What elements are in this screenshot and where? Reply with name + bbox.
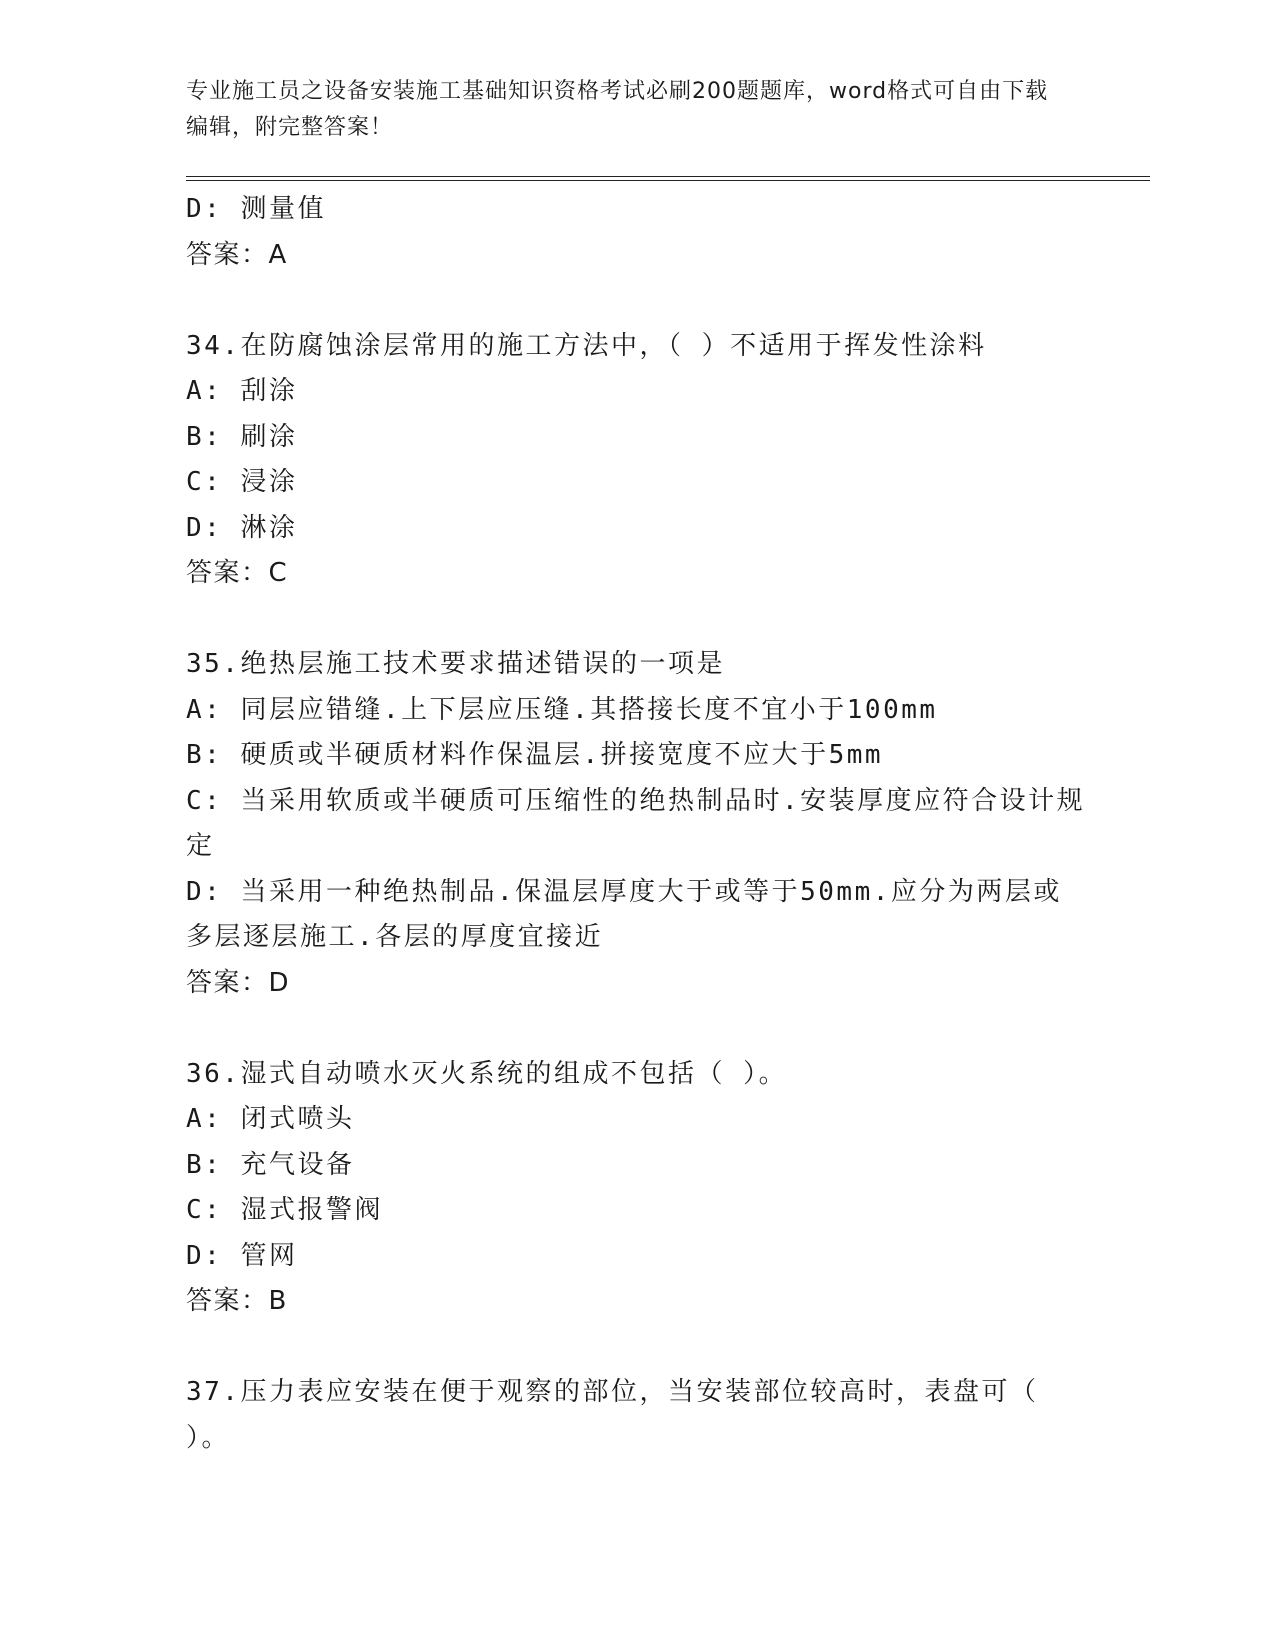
option-c: C: 当采用软质或半硬质可压缩性的绝热制品时.安装厚度应符合设计规定	[186, 785, 1086, 861]
question-37	[186, 1370, 1086, 1461]
answer: 答案：B	[186, 1286, 288, 1316]
question-35	[186, 642, 1086, 1006]
question-36	[186, 1052, 1086, 1325]
question-stem: 37.压力表应安装在便于观察的部位，当安装部位较高时，表盘可（ ）。	[186, 1377, 1057, 1453]
option-b: B: 硬质或半硬质材料作保温层.拼接宽度不应大于5mm	[186, 740, 884, 770]
question-stem: 34.在防腐蚀涂层常用的施工方法中，（ ）不适用于挥发性涂料	[186, 330, 987, 361]
document-header: 专业施工员之设备安装施工基础知识资格考试必刷200题题库，word格式可自由下载编辑，附完整答案！	[186, 79, 1049, 140]
option-b: B: 刷涂	[186, 421, 298, 452]
question-34	[186, 324, 1086, 597]
question-stem: 35.绝热层施工技术要求描述错误的一项是	[186, 649, 725, 679]
question-33-tail	[186, 187, 1086, 278]
option-a: A: 闭式喷头	[186, 1104, 355, 1134]
option-a: A: 刮涂	[186, 376, 298, 406]
option-c: C: 浸涂	[186, 467, 298, 497]
option-d: D: 管网	[186, 1240, 298, 1271]
answer: 答案：D	[186, 967, 291, 998]
option-d: D: 当采用一种绝热制品.保温层厚度大于或等于50mm.应分为两层或多层逐层施工.各层的厚度宜接近	[186, 876, 1062, 952]
header-divider	[186, 176, 1150, 181]
answer: 答案：C	[186, 558, 289, 588]
option-b: B: 充气设备	[186, 1149, 355, 1180]
option-d: D: 淋涂	[186, 512, 298, 543]
question-stem: 36.湿式自动喷水灭火系统的组成不包括（ ）。	[186, 1058, 788, 1089]
option-c: C: 湿式报警阀	[186, 1195, 383, 1225]
option-d: D: 测量值	[186, 194, 326, 224]
answer: 答案：A	[186, 239, 288, 270]
document-body	[186, 187, 1086, 1461]
option-a: A: 同层应错缝.上下层应压缝.其搭接长度不宜小于100mm	[186, 694, 938, 725]
